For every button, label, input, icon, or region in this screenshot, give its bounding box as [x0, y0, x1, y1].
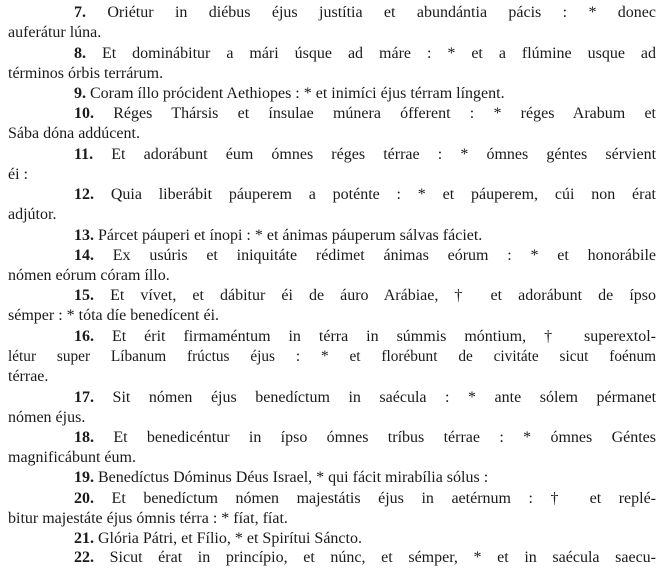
verse-17-line-2: nómen éjus. — [8, 409, 86, 426]
verse-16-number: 16. — [74, 328, 94, 345]
verse-18-line-2: magnificábunt éum. — [8, 449, 136, 466]
verse-10-number: 10. — [74, 105, 94, 122]
verse-14-number: 14. — [74, 247, 94, 264]
verse-8-number: 8. — [74, 45, 86, 62]
verse-22-number: 22. — [74, 549, 94, 566]
verse-7-number: 7. — [74, 4, 86, 21]
verse-18-line-1: 18. Et benedicéntur in ípso ómnes tríbus térrae : * ómnes Géntes — [74, 429, 656, 446]
verse-21-number: 21. — [74, 530, 94, 547]
verse-12-line-1: 12. Quia liberábit páuperem a poténte : * et páuperem, cúi non érat — [74, 186, 656, 203]
verse-7-line-2: auferátur lúna. — [8, 24, 102, 41]
verse-17-line-1: 17. Sit nómen éjus benedíctum in saécula : * ante sólem pérmanet — [74, 389, 656, 406]
verse-20-line-2: bitur majestáte éjus ómnis térra : * fíat, fíat. — [8, 510, 288, 527]
verse-12-number: 12. — [74, 186, 94, 203]
verse-10-line-1: 10. Réges Thársis et ínsulae múnera ófferent : * réges Arabum et — [74, 105, 656, 122]
verse-21-line-1: 21. Glória Pátri, et Fílio, * et Spirítui Sáncto. — [74, 530, 362, 547]
verse-13-line-1: 13. Párcet páuperi et ínopi : * et ánimas páuperum sálvas fáciet. — [74, 227, 483, 244]
verse-15-line-2: sémper : * tóta díe benedícent éi. — [8, 307, 220, 324]
verse-11-number: 11. — [74, 146, 94, 163]
verse-14-line-1: 14. Ex usúris et iniquitáte rédimet ánimas eórum : * et honorábile — [74, 247, 656, 264]
verse-10-line-2: Sába dóna addúcent. — [8, 125, 140, 142]
verse-17-number: 17. — [74, 389, 94, 406]
verse-8-line-2: términos órbis terrárum. — [8, 65, 164, 82]
verse-8-line-1: 8. Et dominábitur a mári úsque ad máre : * et a flúmine usque ad — [74, 45, 656, 62]
verse-19-number: 19. — [74, 469, 94, 486]
verse-14-line-2: nómen eórum córam íllo. — [8, 267, 170, 284]
verse-15-number: 15. — [74, 287, 94, 304]
verse-20-number: 20. — [74, 490, 94, 507]
verse-22-line-1: 22. Sicut érat in princípio, et núnc, et sémper, * et in saécula saecu- — [74, 549, 656, 566]
verse-20-line-1: 20. Et benedíctum nómen majestátis éjus in aetérnum : † et replé- — [74, 490, 656, 507]
verse-15-line-1: 15. Et vívet, et dábitur éi de áuro Arábiae, † et adorábunt de ípso — [74, 287, 656, 304]
verse-9-number: 9. — [74, 85, 86, 102]
verse-12-line-2: adjútor. — [8, 206, 57, 223]
verse-18-number: 18. — [74, 429, 94, 446]
verse-11-line-2: éi : — [8, 166, 28, 183]
verse-13-number: 13. — [74, 227, 94, 244]
verse-9-line-1: 9. Coram íllo prócident Aethiopes : * et inimíci éjus térram língent. — [74, 85, 505, 102]
verse-19-line-1: 19. Benedíctus Dóminus Déus Israel, * qui fácit mirabília sólus : — [74, 469, 489, 486]
verse-16-line-2: létur super Líbanum frúctus éjus : * et florébunt de civitáte sicut foénum — [8, 348, 656, 365]
verse-16-line-3: térrae. — [8, 368, 49, 385]
verse-11-line-1: 11. Et adorábunt éum ómnes réges térrae : * ómnes géntes sérvient — [74, 146, 656, 163]
verse-7-line-1: 7. Oriétur in diébus éjus justítia et abundántia pácis : * donec — [74, 4, 656, 21]
verse-16-line-1: 16. Et érit firmaméntum in térra in súmmis móntium, † superextol- — [74, 328, 656, 345]
